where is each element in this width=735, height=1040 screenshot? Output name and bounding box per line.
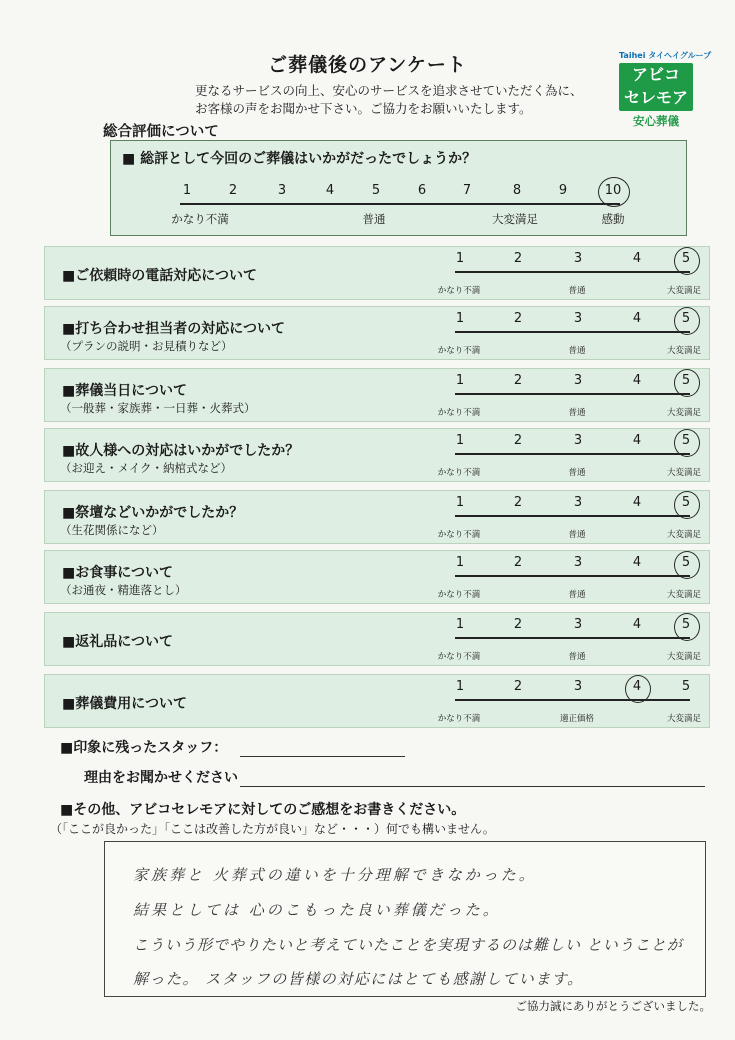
rating-option-3[interactable]: 3 [573, 617, 583, 632]
comment-line-4: 解った。 スタッフの皆様の対応にはとても感謝しています。 [133, 970, 584, 988]
question-label: ■返礼品について [62, 634, 173, 650]
anchor-high: 大変満足 [666, 286, 701, 296]
overall-question: ■ 総評として今回のご葬儀はいかがだったでしょうか？ [122, 151, 477, 167]
anchor-high: 大変満足 [666, 590, 701, 600]
question-label: ■故人様への対応はいかがでしたか？ [62, 443, 300, 459]
intro-text [195, 82, 583, 118]
question-label: ■ご依頼時の電話対応について [62, 268, 257, 284]
rating-option-1[interactable]: 1 [455, 373, 465, 388]
overall-option-9[interactable]: 9 [558, 183, 568, 198]
rating-scale-line [455, 393, 690, 395]
overall-scale-line [180, 203, 620, 205]
logo-tagline: 安心葬儀 [633, 114, 679, 128]
comments-label: ■その他、アビコセレモアに対してのご感想をお書きください。 [60, 802, 466, 818]
anchor-low: かなり不満 [437, 652, 481, 662]
staff-impression-field[interactable] [240, 756, 405, 757]
anchor-mid: 普通 [568, 286, 586, 296]
rating-option-3[interactable]: 3 [573, 555, 583, 570]
rating-option-2[interactable]: 2 [513, 617, 523, 632]
overall-selected-circle [598, 177, 630, 207]
anchor-mid: 普通 [568, 652, 586, 662]
question-sublabel: （一般葬・家族葬・一日葬・火葬式） [60, 401, 256, 415]
rating-option-5[interactable]: 5 [681, 311, 691, 326]
company-logo [619, 50, 712, 129]
selected-rating-circle [674, 551, 700, 579]
thanks-note: ご協力誠にありがとうございました。 [515, 999, 711, 1013]
rating-option-3[interactable]: 3 [573, 251, 583, 266]
selected-rating-circle [674, 307, 700, 335]
rating-option-5[interactable]: 5 [681, 433, 691, 448]
anchor-low: かなり不満 [437, 530, 481, 540]
rating-scale-line [455, 637, 690, 639]
anchor-mid: 適正価格 [559, 714, 594, 724]
overall-section-title: 総合評価について [103, 124, 219, 140]
rating-option-4[interactable]: 4 [632, 617, 642, 632]
overall-option-7[interactable]: 7 [462, 183, 472, 198]
anchor-mid: 普通 [568, 408, 586, 418]
question-label: ■葬儀費用について [62, 696, 187, 712]
overall-option-3[interactable]: 3 [277, 183, 287, 198]
rating-option-4[interactable]: 4 [632, 311, 642, 326]
overall-anchor-low: かなり不満 [171, 212, 229, 226]
overall-option-6[interactable]: 6 [417, 183, 427, 198]
anchor-low: かなり不満 [437, 286, 481, 296]
rating-scale-line [455, 699, 690, 701]
question-label: ■打ち合わせ担当者の対応について [62, 321, 285, 337]
rating-option-5[interactable]: 5 [681, 679, 691, 694]
logo-line-1: アビコ [631, 65, 680, 84]
overall-anchor-mid: 普通 [362, 212, 386, 226]
rating-option-2[interactable]: 2 [513, 495, 523, 510]
rating-option-1[interactable]: 1 [455, 251, 465, 266]
rating-option-4[interactable]: 4 [632, 251, 642, 266]
anchor-high: 大変満足 [666, 714, 701, 724]
logo-mark [619, 63, 693, 111]
comment-line-3: こういう形でやりたいと考えていたことを実現するのは難しい ということが [133, 936, 683, 954]
rating-option-3[interactable]: 3 [573, 495, 583, 510]
selected-rating-circle [674, 613, 700, 641]
overall-option-4[interactable]: 4 [325, 183, 335, 198]
rating-option-1[interactable]: 1 [455, 311, 465, 326]
overall-option-1[interactable]: 1 [182, 183, 192, 198]
rating-option-4[interactable]: 4 [632, 433, 642, 448]
rating-option-1[interactable]: 1 [455, 495, 465, 510]
question-sublabel: （お通夜・精進落とし） [60, 583, 187, 597]
rating-scale-line [455, 575, 690, 577]
overall-option-5[interactable]: 5 [371, 183, 381, 198]
comments-box[interactable] [104, 841, 706, 997]
question-label: ■葬儀当日について [62, 383, 187, 399]
rating-option-2[interactable]: 2 [513, 251, 523, 266]
selected-rating-circle [674, 491, 700, 519]
overall-anchor-high: 大変満足 [492, 212, 538, 226]
question-label: ■祭壇などいかがでしたか？ [62, 505, 244, 521]
rating-option-2[interactable]: 2 [513, 679, 523, 694]
rating-option-4[interactable]: 4 [632, 495, 642, 510]
rating-option-3[interactable]: 3 [573, 679, 583, 694]
rating-scale-line [455, 453, 690, 455]
anchor-high: 大変満足 [666, 652, 701, 662]
anchor-high: 大変満足 [666, 468, 701, 478]
rating-option-3[interactable]: 3 [573, 433, 583, 448]
question-sublabel: （生花関係になど） [60, 523, 164, 537]
selected-rating-circle [674, 247, 700, 275]
anchor-mid: 普通 [568, 468, 586, 478]
rating-option-5[interactable]: 5 [681, 555, 691, 570]
rating-option-1[interactable]: 1 [455, 679, 465, 694]
anchor-low: かなり不満 [437, 346, 481, 356]
staff-impression-label: ■印象に残ったスタッフ： [60, 740, 228, 756]
anchor-low: かなり不満 [437, 408, 481, 418]
question-sublabel: （お迎え・メイク・納棺式など） [60, 461, 233, 475]
comment-line-1: 家族葬と 火葬式の違いを十分理解できなかった。 [133, 866, 537, 884]
rating-option-5[interactable]: 5 [681, 495, 691, 510]
anchor-low: かなり不満 [437, 468, 481, 478]
rating-option-4[interactable]: 4 [632, 679, 642, 694]
anchor-low: かなり不満 [437, 714, 481, 724]
intro-line-2: お客様の声をお聞かせ下さい。ご協力をお願いいたします。 [195, 101, 532, 116]
selected-rating-circle [674, 429, 700, 457]
staff-reason-field[interactable] [240, 786, 705, 787]
rating-scale-line [455, 331, 690, 333]
rating-option-1[interactable]: 1 [455, 433, 465, 448]
question-sublabel: （プランの説明・お見積りなど） [60, 339, 233, 353]
overall-option-8[interactable]: 8 [512, 183, 522, 198]
overall-anchor-top: 感動 [601, 212, 625, 226]
rating-option-1[interactable]: 1 [455, 555, 465, 570]
rating-option-3[interactable]: 3 [573, 311, 583, 326]
rating-option-2[interactable]: 2 [513, 373, 523, 388]
logo-brand: Taihei タイヘイグループ [619, 51, 712, 60]
rating-option-1[interactable]: 1 [455, 617, 465, 632]
rating-option-3[interactable]: 3 [573, 373, 583, 388]
overall-option-2[interactable]: 2 [228, 183, 238, 198]
comment-line-2: 結果としては 心のこもった良い葬儀だった。 [133, 901, 501, 919]
rating-option-4[interactable]: 4 [632, 373, 642, 388]
rating-option-5[interactable]: 5 [681, 617, 691, 632]
survey-title: ご葬儀後のアンケート [268, 54, 467, 76]
anchor-mid: 普通 [568, 530, 586, 540]
staff-reason-label: 理由をお聞かせください [84, 770, 238, 786]
anchor-mid: 普通 [568, 590, 586, 600]
anchor-high: 大変満足 [666, 346, 701, 356]
anchor-mid: 普通 [568, 346, 586, 356]
rating-option-2[interactable]: 2 [513, 433, 523, 448]
anchor-high: 大変満足 [666, 530, 701, 540]
question-label: ■お食事について [62, 565, 173, 581]
rating-option-4[interactable]: 4 [632, 555, 642, 570]
comments-hint: （「ここが良かった」「ここは改善した方が良い」など・・・）何でも構いません。 [50, 822, 495, 836]
rating-scale-line [455, 515, 690, 517]
intro-line-1: 更なるサービスの向上、安心のサービスを追求させていただく為に、 [195, 83, 583, 98]
rating-option-2[interactable]: 2 [513, 311, 523, 326]
logo-line-2: セレモア [623, 88, 688, 107]
anchor-high: 大変満足 [666, 408, 701, 418]
overall-option-10[interactable]: 10 [604, 183, 622, 198]
selected-rating-circle [674, 369, 700, 397]
rating-scale-line [455, 271, 690, 273]
rating-option-5[interactable]: 5 [681, 251, 691, 266]
selected-rating-circle [625, 675, 651, 703]
rating-option-5[interactable]: 5 [681, 373, 691, 388]
rating-option-2[interactable]: 2 [513, 555, 523, 570]
anchor-low: かなり不満 [437, 590, 481, 600]
